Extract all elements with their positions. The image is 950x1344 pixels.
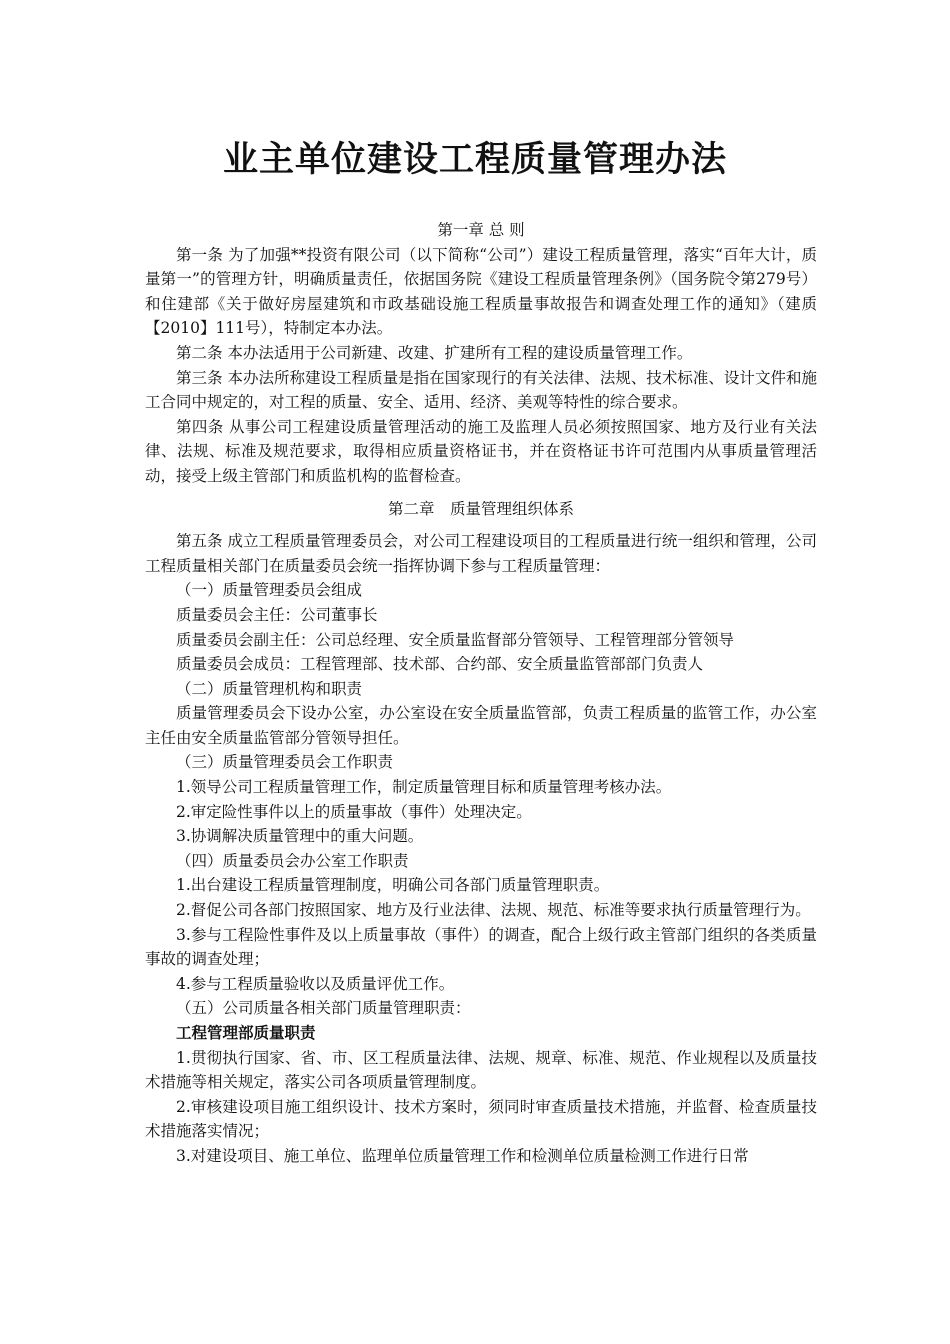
committee-members: 质量委员会成员：工程管理部、技术部、合约部、安全质量监管部部门负责人 bbox=[176, 655, 704, 674]
committee-duty-2: 2.审定险性事件以上的质量事故（事件）处理决定。 bbox=[176, 802, 532, 821]
document-body bbox=[145, 218, 817, 1169]
office-duty-2: 2.督促公司各部门按照国家、地方及行业法律、法规、规范、标准等要求执行质量管理行为。 bbox=[176, 901, 811, 920]
committee-deputy-director: 质量委员会副主任：公司总经理、安全质量监督部分管领导、工程管理部分管领导 bbox=[176, 630, 735, 649]
engineering-duty-3: 3.对建设项目、施工单位、监理单位质量管理工作和检测单位质量检测工作进行日常 bbox=[176, 1146, 749, 1165]
article-2: 第二条 本办法适用于公司新建、改建、扩建所有工程的建设质量管理工作。 bbox=[176, 343, 693, 362]
engineering-duty-1: 1.贯彻执行国家、省、市、区工程质量法律、法规、规章、标准、规范、作业规程以及质量技术措施等相关规定，落实公司各项质量管理制度。 bbox=[145, 1048, 817, 1092]
subsection-5-heading: （五）公司质量各相关部门质量管理职责： bbox=[176, 999, 471, 1018]
article-3: 第三条 本办法所称建设工程质量是指在国家现行的有关法律、法规、技术标准、设计文件和施工合同中规定的，对工程的质量、安全、适用、经济、美观等特性的综合要求。 bbox=[145, 368, 817, 412]
committee-duty-1: 1.领导公司工程质量管理工作，制定质量管理目标和质量管理考核办法。 bbox=[176, 778, 672, 797]
article-1: 第一条 为了加强**投资有限公司（以下简称“公司”）建设工程质量管理，落实“百年大计，质量第一”的管理方针，明确质量责任，依据国务院《建设工程质量管理条例》（国务院令第279号）和住建部《关于做好房屋建筑和市政基础设施工程质量事故报告和调查处理工作的通知》（建质【2010】111号），特制定本办法。 bbox=[145, 245, 817, 338]
committee-director: 质量委员会主任：公司董事长 bbox=[176, 605, 378, 624]
chapter-1-heading: 第一章 总 则 bbox=[437, 221, 525, 239]
engineering-dept-heading: 工程管理部质量职责 bbox=[176, 1023, 316, 1042]
office-duty-1: 1.出台建设工程质量管理制度，明确公司各部门质量管理职责。 bbox=[176, 876, 610, 895]
subsection-3-heading: （三）质量管理委员会工作职责 bbox=[176, 753, 394, 772]
office-duty-4: 4.参与工程质量验收以及质量评优工作。 bbox=[176, 974, 455, 993]
article-4: 第四条 从事公司工程建设质量管理活动的施工及监理人员必须按照国家、地方及行业有关法律、法规、标准及规范要求，取得相应质量资格证书，并在资格证书许可范围内从事质量管理活动，接受上级主管部门和质监机构的监督检查。 bbox=[145, 417, 817, 485]
subsection-2-heading: （二）质量管理机构和职责 bbox=[176, 679, 363, 698]
chapter-2-heading: 第二章 质量管理组织体系 bbox=[387, 499, 574, 518]
committee-duty-3: 3.协调解决质量管理中的重大问题。 bbox=[176, 827, 424, 846]
subsection-1-heading: （一）质量管理委员会组成 bbox=[176, 581, 363, 600]
document-title: 业主单位建设工程质量管理办法 bbox=[222, 139, 727, 180]
engineering-duty-2: 2.审核建设项目施工组织设计、技术方案时，须同时审查质量技术措施，并监督、检查质量技术措施落实情况； bbox=[145, 1097, 817, 1141]
office-duty-3: 3.参与工程险性事件及以上质量事故（事件）的调查，配合上级行政主管部门组织的各类质量事故的调查处理； bbox=[145, 925, 817, 969]
subsection-4-heading: （四）质量委员会办公室工作职责 bbox=[176, 851, 409, 870]
article-5: 第五条 成立工程质量管理委员会，对公司工程建设项目的工程质量进行统一组织和管理，公司工程质量相关部门在质量委员会统一指挥协调下参与工程质量管理： bbox=[145, 532, 817, 575]
office-description: 质量管理委员会下设办公室，办公室设在安全质量监管部，负责工程质量的监管工作，办公室主任由安全质量监管部分管领导担任。 bbox=[145, 704, 817, 747]
